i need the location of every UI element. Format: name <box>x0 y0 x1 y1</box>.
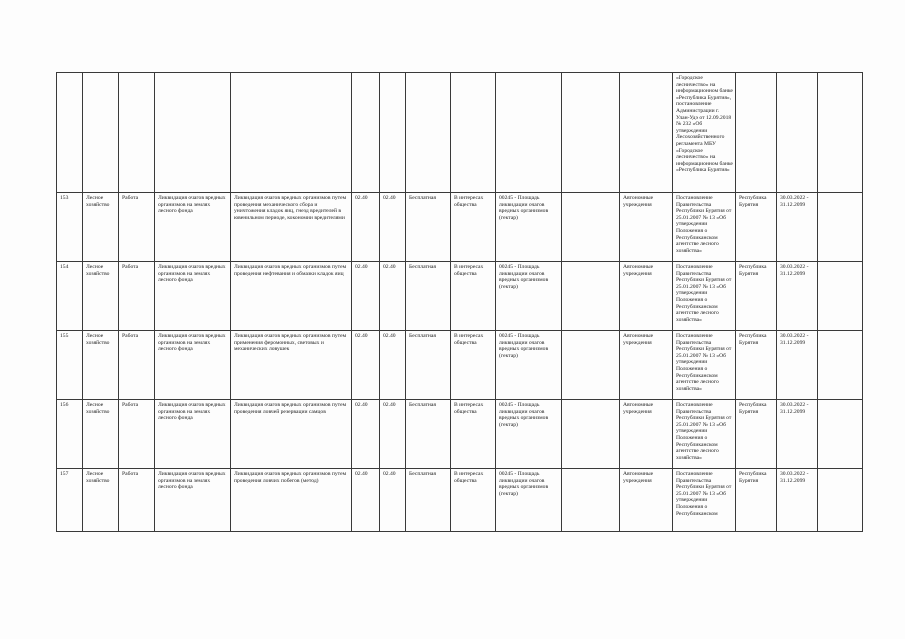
cell-empty <box>818 262 863 331</box>
table-row <box>57 469 863 532</box>
cell-number: 157 <box>57 469 83 532</box>
cell-sector: Лесное хозяйство <box>83 193 119 262</box>
cell-region: Республика Бурятия <box>736 400 777 469</box>
cell-code-1: 02.40 <box>352 331 380 400</box>
cell-period: 30.03.2022 - 31.12.2099 <box>777 400 818 469</box>
cell-interest: В интересах общества <box>451 262 496 331</box>
cell-code-2: 02.40 <box>380 400 406 469</box>
services-register-table <box>56 72 863 532</box>
table-row <box>57 400 863 469</box>
cell-number: 155 <box>57 331 83 400</box>
cell-basis: Постановление Правительства Республики Бурятия от 25.01.2007 № 13 «Об утверждении Положения о Республиканском агентстве лесного хозяйства» <box>673 262 736 331</box>
cell-sector: Лесное хозяйство <box>83 262 119 331</box>
cell-empty <box>818 400 863 469</box>
cell-service-name: Ликвидация очагов вредных организмов на землях лесного фонда <box>155 331 231 400</box>
cell-service-name: Ликвидация очагов вредных организмов на землях лесного фонда <box>155 469 231 532</box>
cell-institution: Автономные учреждения <box>620 262 673 331</box>
cell-kind: Работа <box>119 400 155 469</box>
cell-basis-continuation: «Городское лесничество» на информационном банке «Республика Бурятия», постановление Администрации г. Улан-Удэ от 12.09.2018 № 232 «Об утверждении Лесохозяйственного регламента МБУ «Городское лесничество» на информационном банке «Республика Бурятия» <box>673 73 736 193</box>
cell-empty <box>562 331 620 400</box>
cell-indicator: 00245 - Площадь ликвидации очагов вредных организмов (гектар) <box>496 331 562 400</box>
cell-institution: Автономные учреждения <box>620 331 673 400</box>
table-row <box>57 331 863 400</box>
cell-institution: Автономные учреждения <box>620 400 673 469</box>
cell-number: 153 <box>57 193 83 262</box>
cell-region: Республика Бурятия <box>736 331 777 400</box>
cell-region: Республика Бурятия <box>736 469 777 532</box>
cell-number: 156 <box>57 400 83 469</box>
cell-method: Ликвидация очагов вредных организмов путем проведения ловчей резервации самцов <box>231 400 352 469</box>
cell-service-name: Ликвидация очагов вредных организмов на землях лесного фонда <box>155 262 231 331</box>
cell-institution: Автономные учреждения <box>620 193 673 262</box>
cell-empty <box>562 193 620 262</box>
cell-kind: Работа <box>119 331 155 400</box>
cell-code-2: 02.40 <box>380 469 406 532</box>
cell-empty <box>562 262 620 331</box>
cell-service-name: Ликвидация очагов вредных организмов на землях лесного фонда <box>155 400 231 469</box>
table-row-continuation <box>57 73 863 193</box>
table-row <box>57 262 863 331</box>
cell-region: Республика Бурятия <box>736 193 777 262</box>
cell-method: Ликвидация очагов вредных организмов путем проведения механического сбора и уничтожения кладок яиц, гнезд вредителей в ювенильном периоде, кокономии вредителями <box>231 193 352 262</box>
cell-code-1: 02.40 <box>352 262 380 331</box>
cell-sector: Лесное хозяйство <box>83 400 119 469</box>
cell-period: 30.03.2022 - 31.12.2099 <box>777 469 818 532</box>
cell-code-2: 02.40 <box>380 193 406 262</box>
cell-indicator: 00245 - Площадь ликвидации очагов вредных организмов (гектар) <box>496 193 562 262</box>
cell-basis: Постановление Правительства Республики Бурятия от 25.01.2007 № 13 «Об утверждении Положения о Республиканском агентстве лесного хозяйства» <box>673 331 736 400</box>
cell-code-2: 02.40 <box>380 331 406 400</box>
cell-method: Ликвидация очагов вредных организмов путем применения феромонных, световых и механических ловушек <box>231 331 352 400</box>
cell-code-1: 02.40 <box>352 469 380 532</box>
cell-code-1: 02.40 <box>352 193 380 262</box>
cell-period: 30.03.2022 - 31.12.2099 <box>777 262 818 331</box>
cell-interest: В интересах общества <box>451 193 496 262</box>
cell-institution: Автономные учреждения <box>620 469 673 532</box>
cell-basis: Постановление Правительства Республики Бурятия от 25.01.2007 № 13 «Об утверждении Положения о Республиканском агентстве лесного хозяйства» <box>673 193 736 262</box>
cell-service-name: Ликвидация очагов вредных организмов на землях лесного фонда <box>155 193 231 262</box>
cell-indicator: 00245 - Площадь ликвидации очагов вредных организмов (гектар) <box>496 469 562 532</box>
table-row <box>57 193 863 262</box>
cell-empty <box>562 400 620 469</box>
cell-payment: Бесплатная <box>406 193 451 262</box>
cell-payment: Бесплатная <box>406 331 451 400</box>
cell-code-1: 02.40 <box>352 400 380 469</box>
cell-indicator: 00245 - Площадь ликвидации очагов вредных организмов (гектар) <box>496 400 562 469</box>
cell-indicator: 00245 - Площадь ликвидации очагов вредных организмов (гектар) <box>496 262 562 331</box>
cell-kind: Работа <box>119 193 155 262</box>
cell-method: Ликвидация очагов вредных организмов путем проведения нефтевания и обмазки кладок яиц <box>231 262 352 331</box>
cell-period: 30.03.2022 - 31.12.2099 <box>777 331 818 400</box>
cell-empty <box>818 193 863 262</box>
cell-sector: Лесное хозяйство <box>83 469 119 532</box>
cell-sector: Лесное хозяйство <box>83 331 119 400</box>
cell-number: 154 <box>57 262 83 331</box>
cell-period: 30.03.2022 - 31.12.2099 <box>777 193 818 262</box>
cell-method: Ликвидация очагов вредных организмов путем проведения ловчих побегов (метод) <box>231 469 352 532</box>
cell-interest: В интересах общества <box>451 469 496 532</box>
cell-payment: Бесплатная <box>406 400 451 469</box>
cell-interest: В интересах общества <box>451 331 496 400</box>
cell-region: Республика Бурятия <box>736 262 777 331</box>
cell-code-2: 02.40 <box>380 262 406 331</box>
cell-empty <box>818 331 863 400</box>
cell-empty <box>818 469 863 532</box>
cell-interest: В интересах общества <box>451 400 496 469</box>
cell-payment: Бесплатная <box>406 262 451 331</box>
cell-basis: Постановление Правительства Республики Бурятия от 25.01.2007 № 13 «Об утверждении Положения о Республиканском агентстве лесного хозяйства» <box>673 400 736 469</box>
cell-kind: Работа <box>119 262 155 331</box>
cell-payment: Бесплатная <box>406 469 451 532</box>
cell-basis: Постановление Правительства Республики Бурятия от 25.01.2007 № 13 «Об утверждении Положения о Республиканском <box>673 469 736 532</box>
cell-empty <box>562 469 620 532</box>
cell-kind: Работа <box>119 469 155 532</box>
